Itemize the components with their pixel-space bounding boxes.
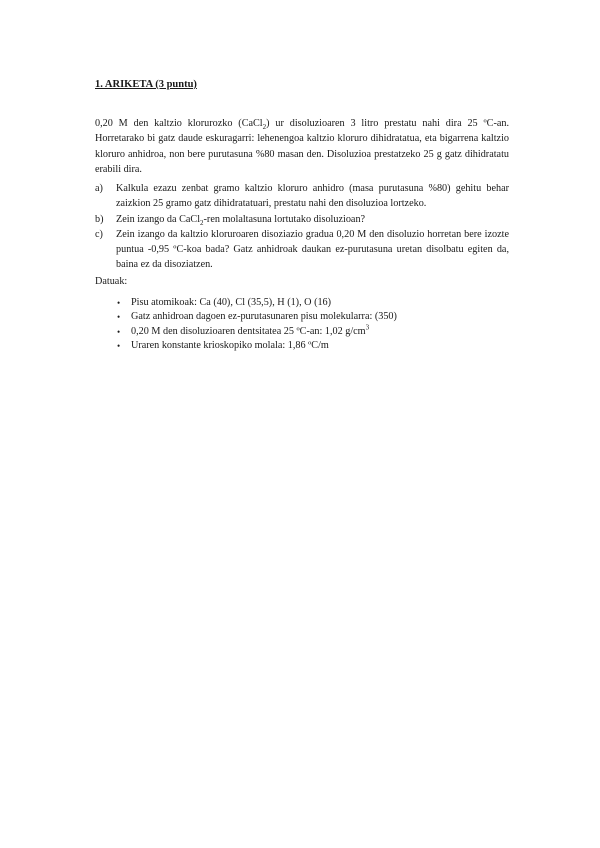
data-item-density bbox=[95, 325, 509, 339]
question-a-text: Kalkula ezazu zenbat gramo kaltzio kloruro anhidro (masa purutasuna %80) gehitu behar zaizkion 25 gramo gatz dihidratatuari, prestatu nahi den disoluzioa lortzeko. bbox=[116, 183, 509, 210]
question-b-letter: b) bbox=[95, 213, 104, 225]
bullet-icon: • bbox=[117, 341, 121, 352]
data-list bbox=[95, 296, 509, 354]
data-item-text: Pisu atomikoak: Ca (40), Cl (35,5), H (1), O (16) bbox=[131, 297, 332, 308]
data-item-text: Gatz anhidroan dagoen ez-purutasunaren pisu molekularra: (350) bbox=[131, 311, 397, 323]
question-b bbox=[95, 212, 509, 227]
question-b-text-after: -ren molaltasuna lortutako disoluzioan? bbox=[203, 213, 366, 225]
problem-statement bbox=[95, 116, 509, 177]
question-c-letter: c) bbox=[95, 228, 103, 240]
data-item-text: Uraren konstante krioskopiko molala: 1,86 ºC/m bbox=[131, 340, 329, 352]
statement-part-1: 0,20 M den kaltzio klorurozko (CaCl bbox=[95, 118, 263, 129]
data-item-text: 0,20 M den disoluzioaren dentsitatea 25 ºC-an: 1,02 g/cm bbox=[131, 325, 366, 337]
question-a bbox=[95, 181, 509, 212]
bullet-icon: • bbox=[117, 326, 121, 337]
bullet-icon: • bbox=[117, 312, 121, 323]
question-a-letter: a) bbox=[95, 183, 103, 194]
statement-subscript: 2 bbox=[262, 123, 267, 132]
data-heading: Datuak: bbox=[95, 276, 128, 287]
question-b-text-before: Zein izango da CaCl bbox=[116, 213, 201, 225]
exercise-title: 1. ARIKETA (3 puntu) bbox=[95, 79, 197, 90]
data-item-cryoscopic-constant bbox=[95, 339, 509, 353]
data-item-atomic-weights bbox=[95, 296, 509, 310]
question-c bbox=[95, 227, 509, 273]
question-list bbox=[95, 181, 509, 273]
question-c-text: Zein izango da kaltzio kloruroaren disoziazio gradua 0,20 M den disoluzio horretan bere izozte puntua -0,95 ºC-koa bada? Gatz anhidroak daukan ez-purutasuna uretan disolbatu egiten da, baina ez da disoziatzen. bbox=[116, 228, 509, 271]
question-b-subscript: 2 bbox=[200, 218, 204, 227]
bullet-icon: • bbox=[117, 298, 121, 308]
data-item-impurity-weight bbox=[95, 310, 509, 324]
density-superscript: 3 bbox=[365, 323, 370, 332]
statement-part-2: ) ur disoluzioaren 3 litro prestatu nahi dira 25 ºC-an. Horretarako bi gatz daude eskuragarri: lehenengoa kaltzio kloruro dihidratatua, eta bigarrena kaltzio kloruro anhidroa, non bere purutasuna %80 masan den. Disoluzioa prestatzeko 25 g gatz dihidratatu erabili dira. bbox=[95, 118, 509, 175]
